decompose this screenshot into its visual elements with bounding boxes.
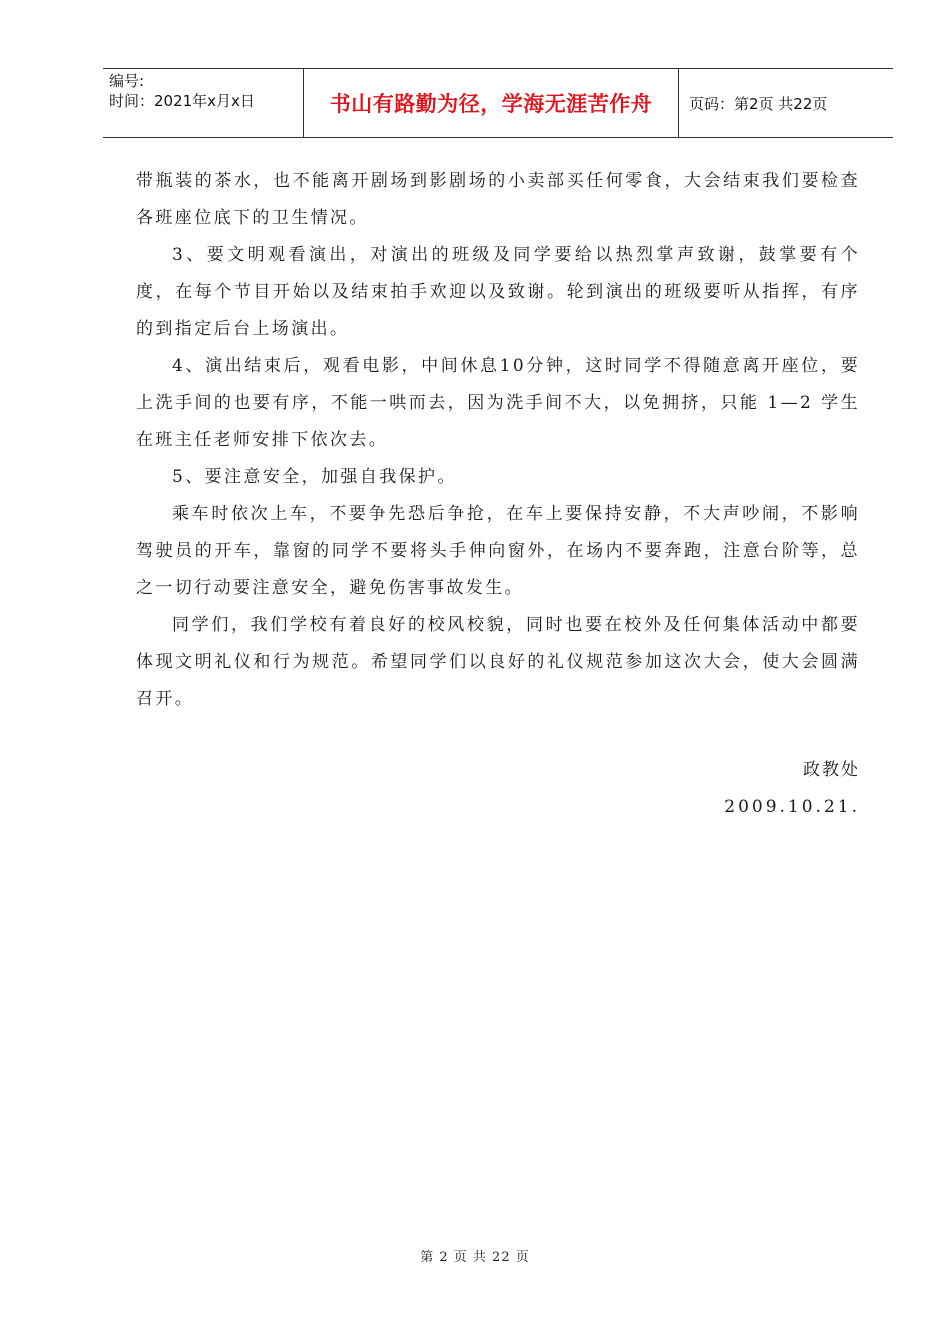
footer-page-number: 第 2 页 共 22 页 [420,1250,530,1265]
page-header [103,68,893,138]
signature-department: 政教处 [803,760,860,780]
header-page-label: 页码：第2页 共22页 [689,94,828,113]
paragraph-item-5: 5、要注意安全，加强自我保护。 [172,467,457,487]
signature-block [724,752,860,826]
header-motto-cell [304,69,679,137]
document-time-label: 时间：2021年x月x日 [109,92,255,110]
paragraph-item-4: 4、演出结束后，观看电影，中间休息10分钟，这时同学不得随意离开座位，要上洗手间的也要有序，不能一哄而去，因为洗手间不大，以免拥挤，只能 1—2 学生在班主任老师安排下依次去。 [136,356,860,450]
header-meta [103,69,304,137]
document-body [136,163,860,718]
header-page-cell [679,69,893,137]
paragraph-item-3: 3、要文明观看演出，对演出的班级及同学要给以热烈掌声致谢，鼓掌要有个度，在每个节目开始以及结束拍手欢迎以及致谢。轮到演出的班级要听从指挥，有序的到指定后台上场演出。 [136,245,860,339]
paragraph-safety: 乘车时依次上车，不要争先恐后争抢，在车上要保持安静，不大声吵闹，不影响驾驶员的开车，靠窗的同学不要将头手伸向窗外，在场内不要奔跑，注意台阶等，总之一切行动要注意安全，避免伤害事故发生。 [136,504,860,598]
header-motto: 书山有路勤为径，学海无涯苦作舟 [329,92,653,116]
page-footer [0,1246,950,1265]
signature-date: 2009.10.21. [724,797,860,817]
paragraph-closing: 同学们，我们学校有着良好的校风校貌，同时也要在校外及任何集体活动中都要体现文明礼仪和行为规范。希望同学们以良好的礼仪规范参加这次大会，使大会圆满召开。 [136,615,860,709]
paragraph-continuation: 带瓶装的茶水，也不能离开剧场到影剧场的小卖部买任何零食，大会结束我们要检查各班座位底下的卫生情况。 [136,171,860,228]
document-number-label: 编号: [109,72,145,90]
